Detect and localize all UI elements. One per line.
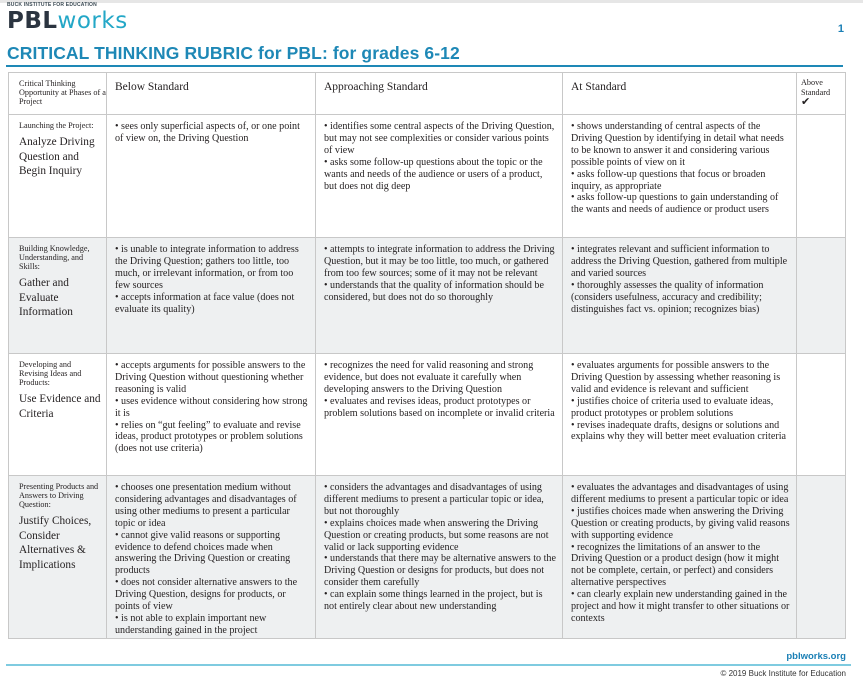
title-rule [6,65,843,67]
phase-title: Gather and Evaluate Information [19,277,73,318]
phase-cell [9,238,107,354]
pblworks-logo [7,2,128,34]
below-cell: • chooses one presentation medium without considering advantages and disadvantages of using other mediums to present a particular topic or idea • cannot give valid reasons or supporting evidence to defend choices made when answering the Driving Question or creating products • does not consider alternative answers to the Driving Question, designs for products, or points of view • is not able to explain important new understanding gained in the project [107,476,316,639]
phase-cell [9,354,107,476]
at-cell: • shows understanding of central aspects of the Driving Question by identifying in detail what needs to be known to answer it and considering various possible points of view on it • asks follow-up questions that focus or broaden inquiry, as appropriate • asks follow-up questions to gain understanding of the wants and needs of audience or product users [563,115,797,238]
checkmark-icon: ✔ [801,96,811,108]
header-at-standard: At Standard [563,73,797,115]
phase-title: Justify Choices, Consider Alternatives & Implications [19,515,92,571]
table-row [9,238,846,354]
header-approaching-standard: Approaching Standard [316,73,563,115]
below-cell: • is unable to integrate information to address the Driving Question; gathers too little, too much, or irrelevant information, or from too few sources • accepts information at face value (does not evaluate its quality) [107,238,316,354]
logo-org-text: BUCK INSTITUTE FOR EDUCATION [7,2,97,8]
approaching-cell: • identifies some central aspects of the Driving Question, but may not see complexities or consider various points of view • asks some follow-up questions about the topic or the wants and needs of the audience or users of a product, but does not dig deep [316,115,563,238]
header-phase: Critical Thinking Opportunity at Phases of a Project [9,73,107,115]
above-cell [797,115,846,238]
at-cell: • evaluates arguments for possible answers to the Driving Question by assessing whether reasoning is valid and evidence is relevant and sufficient • justifies choice of criteria used to evaluate ideas, product prototypes or problem solutions • revises inadequate drafts, designs or solutions and explains why they will better meet evaluation criteria [563,354,797,476]
at-cell: • integrates relevant and sufficient information to address the Driving Question, gathered from multiple and varied sources • thoroughly assesses the quality of information (considers usefulness, accuracy and credibility; distinguishes fact vs. opinion; recognizes bias) [563,238,797,354]
top-rule [0,0,863,3]
phase-label: Building Knowledge, Understanding, and Skills: [19,244,90,271]
phase-label: Launching the Project: [19,121,94,130]
phase-title: Use Evidence and Criteria [19,393,101,420]
phase-cell [9,476,107,639]
logo-pbl: PBL [7,8,58,34]
page-number: 1 [837,23,844,35]
at-cell: • evaluates the advantages and disadvantages of using different mediums to present a particular topic or idea • justifies choices made when answering the Driving Question or creating products, by giving valid reasons with supporting evidence • recognizes the limitations of an answer to the Driving Question or a product design (how it might not be complete, certain, or perfect) and considers alternative perspectives • can clearly explain new understanding gained in the project and how it might transfer to other situations or contexts [563,476,797,639]
table-row [9,354,846,476]
footer-copyright: © 2019 Buck Institute for Education [720,669,846,678]
phase-title: Analyze Driving Question and Begin Inquiry [19,136,95,177]
logo-wordmark [7,8,128,34]
header-below-standard: Below Standard [107,73,316,115]
above-cell [797,476,846,639]
phase-label: Developing and Revising Ideas and Products: [19,360,82,387]
below-cell: • sees only superficial aspects of, or one point of view on, the Driving Question [107,115,316,238]
phase-cell [9,115,107,238]
approaching-cell: • recognizes the need for valid reasoning and strong evidence, but does not evaluate it carefully when developing answers to the Driving Question • evaluates and revises ideas, product prototypes or problem solutions based on incomplete or invalid criteria [316,354,563,476]
table-row [9,115,846,238]
above-cell [797,238,846,354]
approaching-cell: • considers the advantages and disadvantages of using different mediums to present a particular topic or idea, but not thoroughly • explains choices made when answering the Driving Question or creating products, but some reasons are not valid or lack supporting evidence • understands that there may be alternative answers to the Driving Question or designs for products, but does not consider them carefully • can explain some things learned in the project, but is not entirely clear about new understanding [316,476,563,639]
logo-works: works [57,8,128,34]
approaching-cell: • attempts to integrate information to address the Driving Question, but it may be too little, too much, or gathered from too few sources; some of it may not be relevant • understands that the quality of information should be considered, but does not do so thoroughly [316,238,563,354]
header-row [9,73,846,115]
footer-website-link[interactable]: pblworks.org [786,651,846,662]
table-row [9,476,846,639]
rubric-table [8,72,846,639]
phase-label: Presenting Products and Answers to Driving Question: [19,482,99,509]
footer-rule [6,664,851,666]
page-title: CRITICAL THINKING RUBRIC for PBL: for grades 6-12 [7,43,460,63]
below-cell: • accepts arguments for possible answers to the Driving Question without questioning whether reasoning is valid • uses evidence without considering how strong it is • relies on “gut feeling” to evaluate and revise ideas, product prototypes or problem solutions (does not use criteria) [107,354,316,476]
above-cell [797,354,846,476]
header-above-standard: Above Standard ✔ [797,73,846,115]
